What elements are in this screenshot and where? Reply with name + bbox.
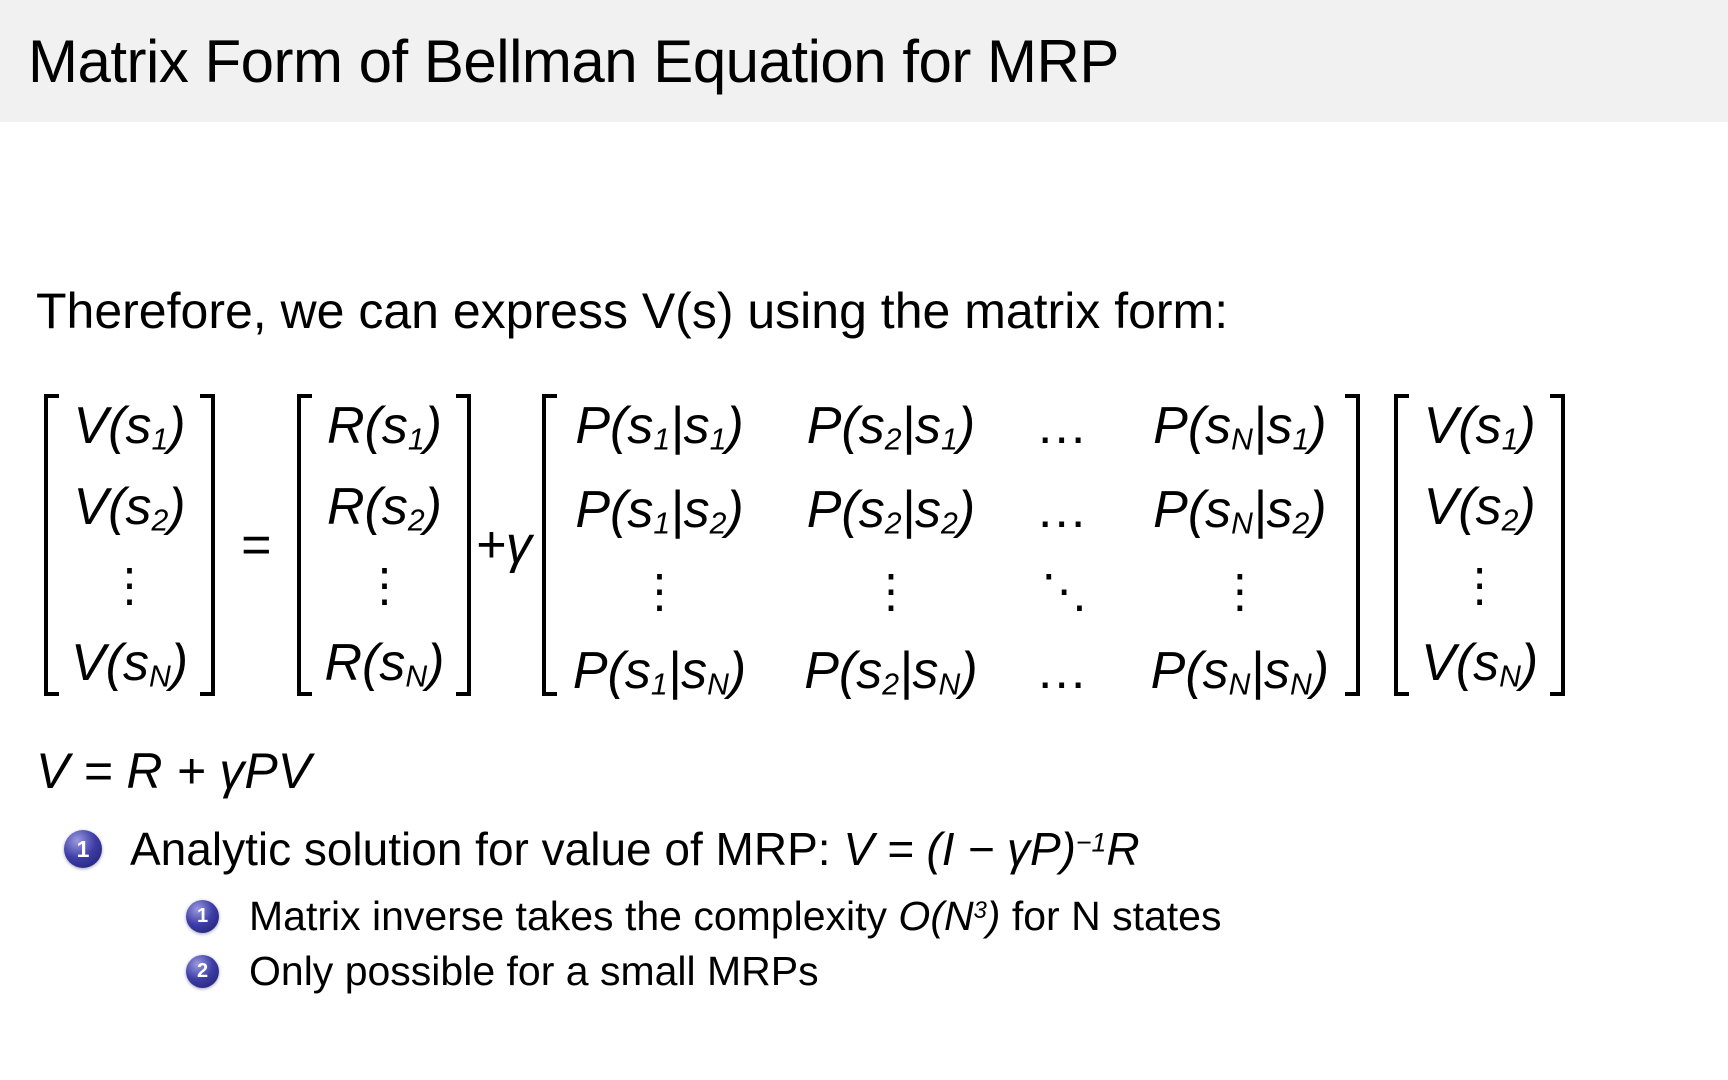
vdots: ⋮ — [636, 564, 683, 617]
subbullet-matrix-inverse — [186, 893, 1221, 940]
bullet-math: $V = (I - \gamma P)^{-1}R$ — [843, 823, 1140, 875]
subbullet-math: $O(N^3)$ — [898, 893, 1001, 939]
hdots: … — [1035, 641, 1093, 700]
matrix-cell: $P(s_1|s_N)$ — [572, 641, 747, 702]
matrix-cell: $P(s_N|s_1)$ — [1153, 397, 1327, 457]
left-bracket — [297, 394, 312, 696]
compact-equation: V = R + γPV — [36, 743, 312, 799]
right-bracket — [1345, 394, 1360, 696]
equals-sign: = — [241, 516, 272, 574]
bullet-number-badge: 1 — [64, 830, 102, 868]
matrix-cell: $P(s_N|s_N)$ — [1150, 641, 1330, 702]
intro-text: Therefore, we can express V(s) using the matrix form: — [36, 283, 1229, 339]
vector-cell: $V(s_1)$ — [73, 397, 186, 457]
ddots: ⋱ — [1041, 564, 1088, 617]
plus-gamma: +γ — [475, 516, 532, 574]
r-vector — [297, 394, 471, 696]
vdots: ⋮ — [1216, 564, 1263, 617]
bullet-number-badge: 1 — [186, 900, 219, 933]
left-bracket — [44, 394, 59, 696]
p-matrix — [542, 394, 1360, 702]
title-bar — [0, 0, 1728, 122]
vdots: ⋮ — [1456, 559, 1503, 612]
vector-cell: $V(s_1)$ — [1423, 397, 1536, 457]
subbullet-text-after: for N states — [1011, 893, 1222, 939]
subbullet-small-mrps — [186, 948, 819, 995]
vector-cell: $V(s_2)$ — [1423, 478, 1536, 538]
v-vector-left — [44, 394, 215, 696]
matrix-equation — [44, 394, 1724, 702]
bullet-text-roman: Analytic solution for value of MRP: — [130, 823, 831, 875]
hdots: … — [1035, 480, 1093, 539]
bullet-analytic-solution — [64, 822, 1140, 876]
matrix-cell: $P(s_1|s_1)$ — [575, 397, 744, 457]
matrix-cell: $P(s_2|s_2)$ — [806, 480, 976, 541]
matrix-cell: $P(s_2|s_1)$ — [806, 397, 976, 457]
vector-cell: $R(s_N)$ — [324, 633, 445, 694]
matrix-cell: $P(s_2|s_N)$ — [804, 641, 978, 702]
right-bracket — [1550, 394, 1565, 696]
bullet-number-badge: 2 — [186, 955, 219, 988]
vdots: ⋮ — [106, 559, 153, 612]
slide-title: Matrix Form of Bellman Equation for MRP — [28, 27, 1119, 95]
vdots: ⋮ — [867, 564, 914, 617]
matrix-cell: $P(s_1|s_2)$ — [575, 480, 744, 541]
subbullet-text — [249, 893, 1221, 940]
vector-cell: $R(s_1)$ — [326, 397, 442, 457]
left-bracket — [542, 394, 557, 696]
bullet-text — [130, 822, 1140, 876]
v-vector-right — [1394, 394, 1565, 696]
subbullet-text-before: Matrix inverse takes the complexity — [249, 893, 888, 939]
right-bracket — [456, 394, 471, 696]
hdots: … — [1035, 397, 1093, 455]
vector-cell: $V(s_N)$ — [1421, 633, 1539, 694]
vector-cell: $V(s_N)$ — [71, 633, 189, 694]
matrix-cell: $P(s_N|s_2)$ — [1153, 480, 1327, 541]
vector-cell: $R(s_2)$ — [326, 478, 442, 538]
vector-cell: $V(s_2)$ — [73, 478, 186, 538]
right-bracket — [200, 394, 215, 696]
left-bracket — [1394, 394, 1409, 696]
vdots: ⋮ — [361, 559, 408, 612]
subbullet-text: Only possible for a small MRPs — [249, 948, 819, 994]
